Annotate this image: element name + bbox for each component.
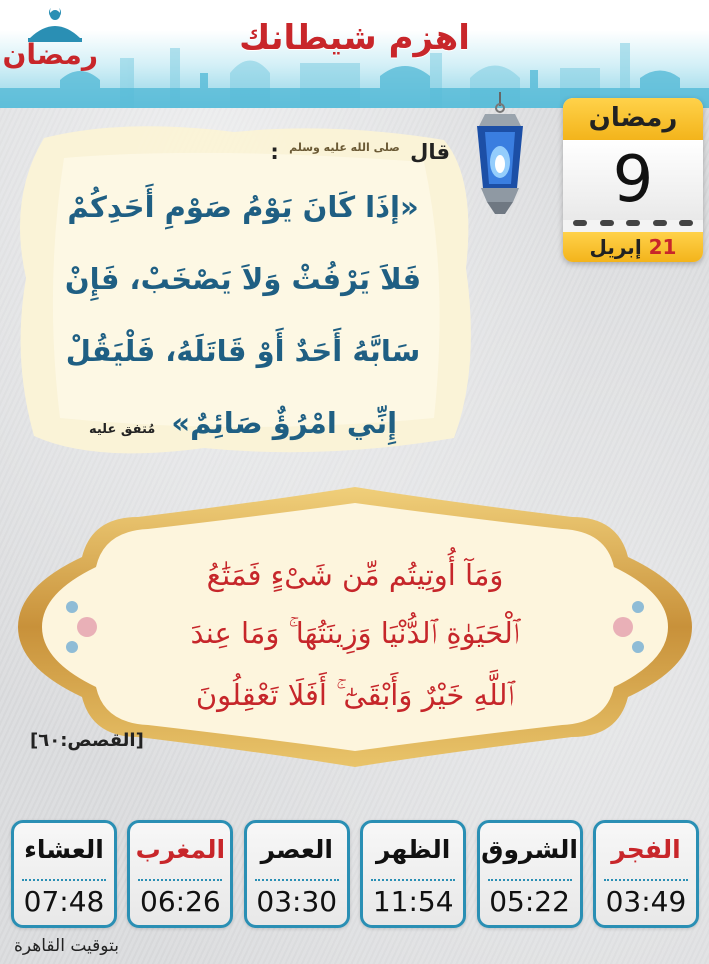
divider [604, 879, 688, 884]
prayer-name: العشاء [24, 835, 104, 864]
prayer-card-maghrib [127, 820, 233, 928]
prayer-name: الشروق [481, 835, 578, 864]
divider [488, 879, 572, 884]
calendar-day: 9 [563, 140, 703, 220]
prayer-name: المغرب [135, 835, 226, 864]
quran-line-3: ٱللَّهِ خَيْرٌ وَأَبْقَىٰٓ ۚ أَفَلَا تَعْقِلُونَ [195, 678, 515, 712]
page-title: اهزم شيطانك [239, 18, 470, 58]
divider [371, 879, 455, 884]
prayer-times [11, 820, 699, 932]
prayer-time: 11:54 [372, 885, 454, 918]
calendar-month: رمضان [563, 98, 703, 140]
prayer-card-dhuhr [360, 820, 466, 928]
prayer-card-asr [244, 820, 350, 928]
prayer-time: 03:49 [605, 885, 687, 918]
prayer-card-isha [11, 820, 117, 928]
divider [22, 879, 106, 884]
calendar-gregorian-date [563, 232, 703, 262]
hadith-line-2: فَلاَ يَرْفُثْ وَلاَ يَصْخَبْ، فَإِنْ [64, 262, 422, 296]
prayer-card-fajr [593, 820, 699, 928]
prayer-time: 05:22 [489, 885, 570, 918]
quran-reference: [القصص:٦٠] [30, 730, 144, 751]
hadith-intro: قال $^{صلى الله عليه وسلم}$ : [270, 140, 450, 164]
gregorian-day: 21 [648, 235, 677, 259]
quran-line-2: ٱلْحَيَوٰةِ ٱلدُّنْيَا وَزِينَتُهَا ۚ وَمَا عِندَ [190, 616, 520, 650]
prayer-time: 03:30 [256, 885, 338, 918]
hadith-intro-text: قال [410, 140, 450, 164]
quran-line-1: وَمَآ أُوتِيتُم مِّن شَىْءٍ فَمَتَٰعُ [206, 558, 504, 592]
gregorian-month: إبريل [589, 235, 642, 259]
prayer-time: 06:26 [140, 885, 221, 918]
calendar-binding-dots [573, 220, 693, 228]
timezone-note: بتوقيت القاهرة [14, 936, 119, 956]
hadith-line-4 [20, 406, 466, 440]
prayer-name: الظهر [375, 835, 451, 864]
prayer-name: الفجر [611, 835, 681, 864]
logo-text: رمضان [2, 38, 98, 71]
hadith-line-1: «إذَا كَانَ يَوْمُ صَوْمِ أَحَدِكُمْ [67, 190, 419, 224]
prayer-card-shuruq [477, 820, 583, 928]
divider [255, 879, 339, 884]
prayer-time: 07:48 [23, 885, 105, 918]
prayer-name: العصر [260, 835, 333, 864]
calendar-widget [563, 98, 703, 262]
hadith-source: مُتفق عليه [88, 422, 156, 437]
hadith-line-3: سَابَّهُ أَحَدٌ أَوْ قَاتَلَهُ، فَلْيَقُلْ [65, 334, 421, 368]
divider [138, 879, 222, 884]
header-banner [0, 0, 709, 108]
salutation-calligraphy: صلى الله عليه وسلم [289, 141, 400, 154]
hadith-line-4-text: إِنِّي امْرُؤٌ صَائِمٌ» [171, 406, 398, 440]
